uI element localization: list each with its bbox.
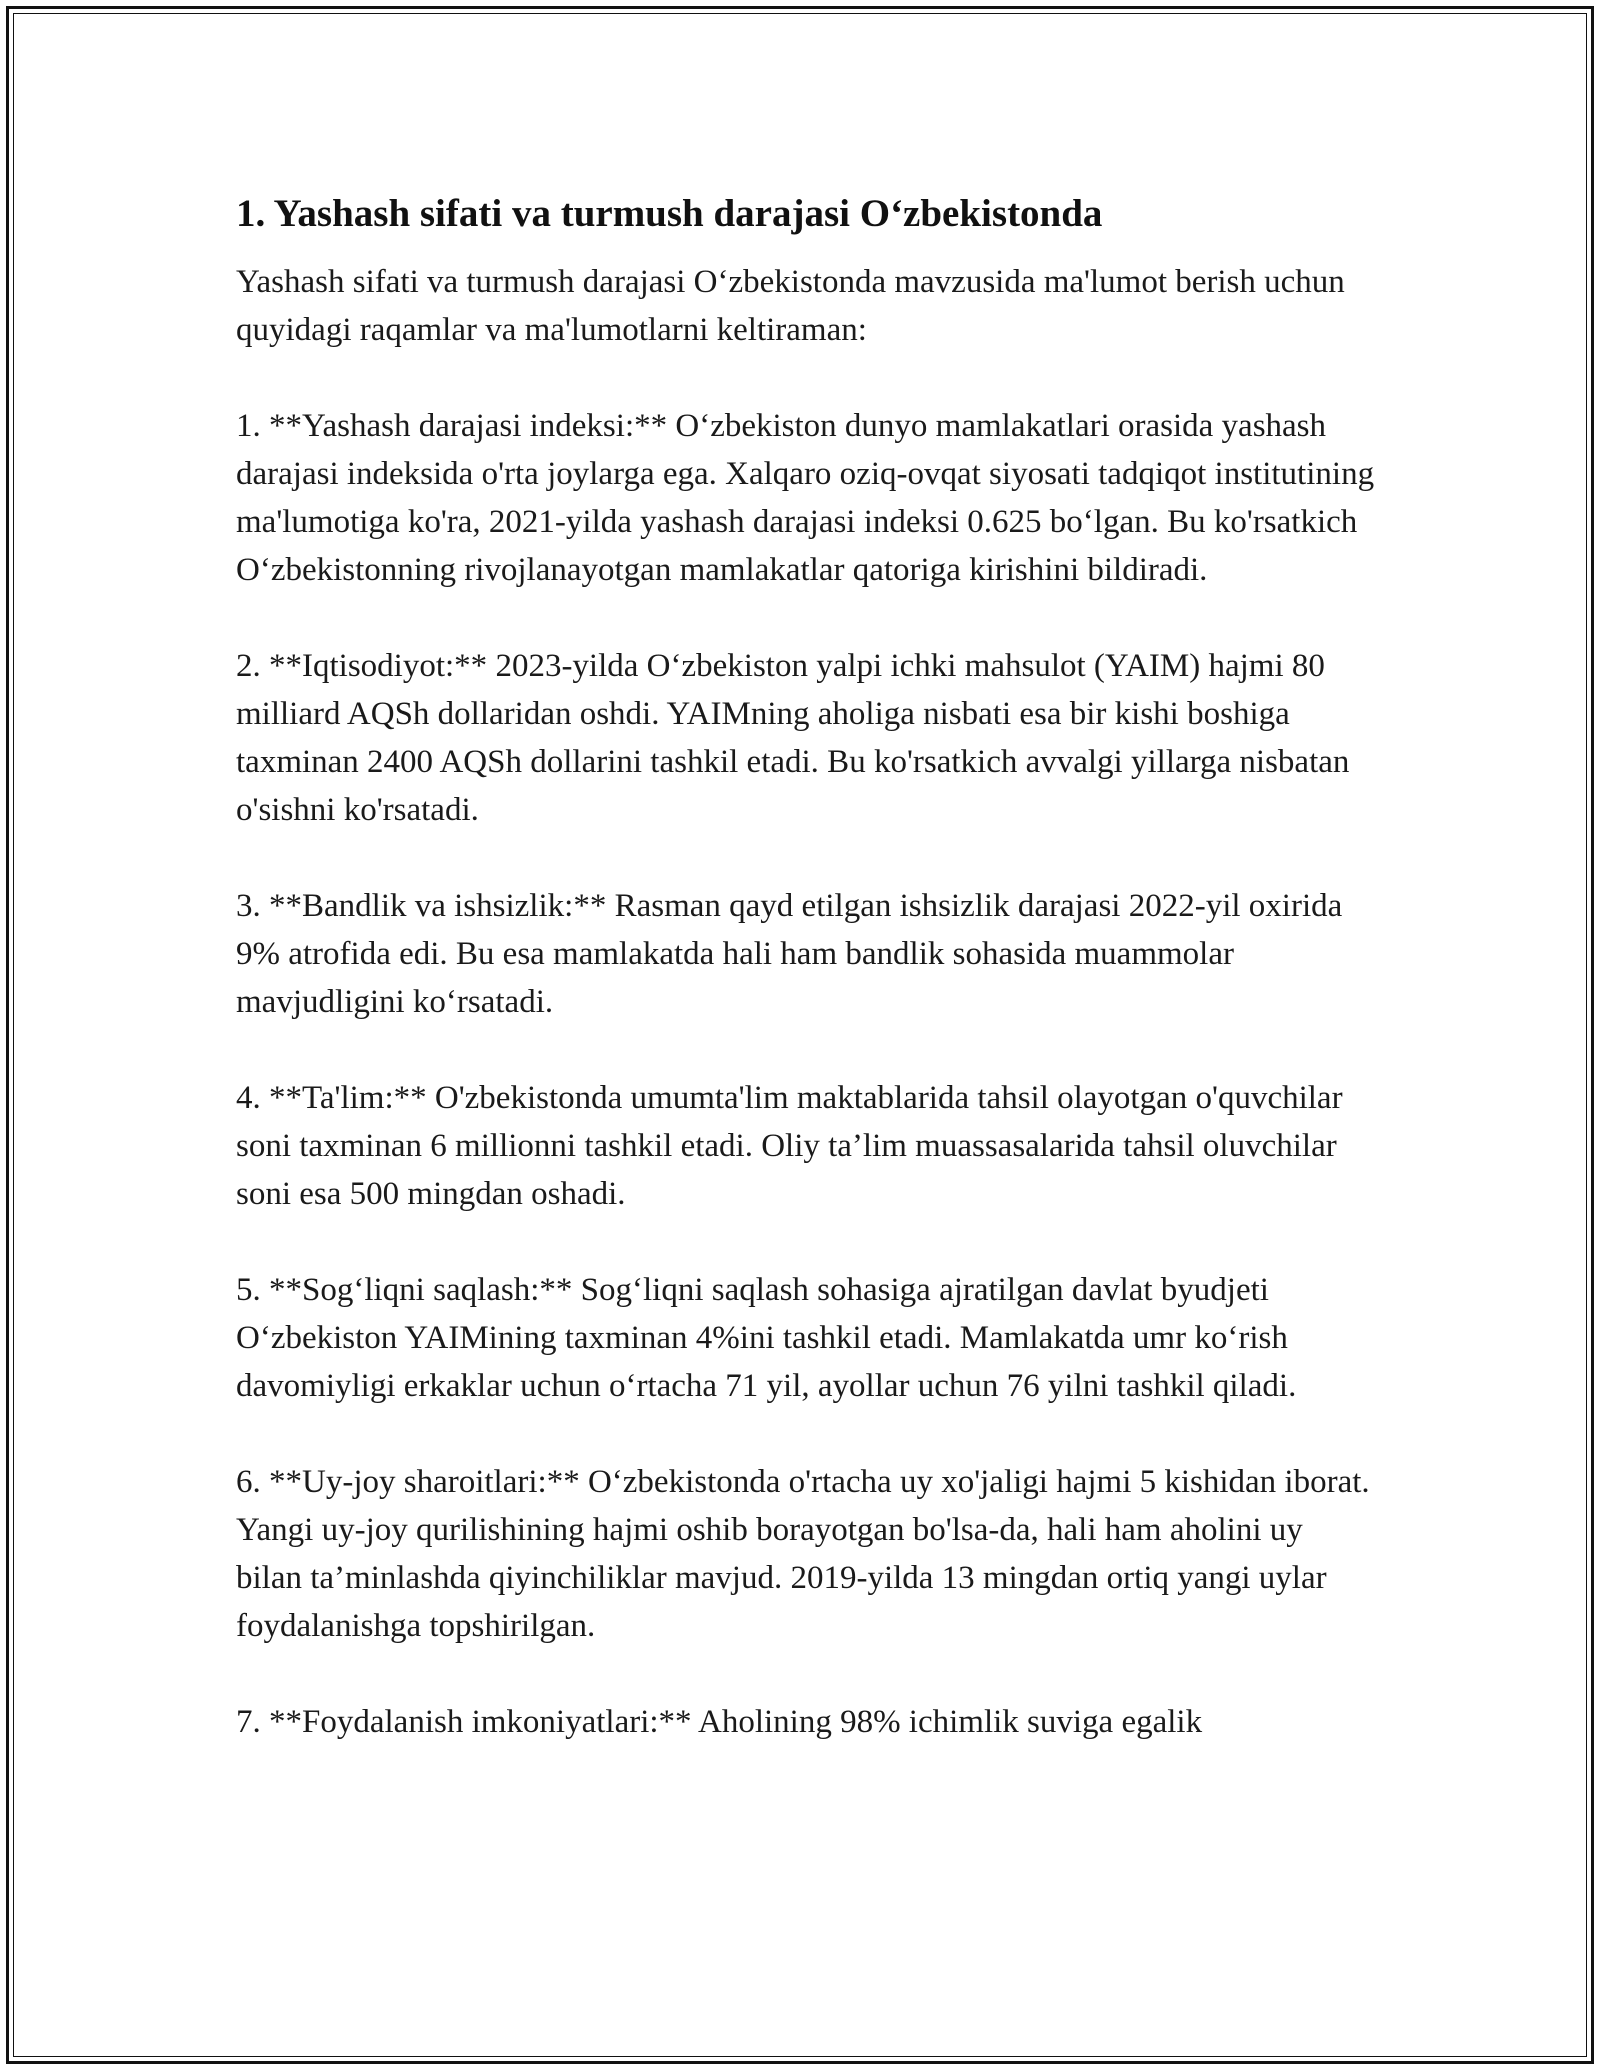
item-text: O‘zbekiston dunyo mamlakatlari orasida yashash darajasi indeksida o'rta joylarga ega. Xalqaro oziq-ovqat siyosati tadqiqot institutining ma'lumotiga ko'ra, 2021-yilda yashash darajasi indeksi 0.625 bo‘lgan. Bu ko'rsatkich O‘zbekistonning rivojlanayotgan mamlakatlar qatoriga kirishini bildiradi.: [236, 408, 1375, 588]
item-text: Aholining 98% ichimlik suviga egalik: [697, 1704, 1203, 1740]
item-label: **Ta'lim:**: [269, 1080, 427, 1116]
item-text: Rasman qayd etilgan ishsizlik darajasi 2022-yil oxirida 9% atrofida edi. Bu esa mamlakatda hali ham bandlik sohasida muammolar mavjudligini ko‘rsatadi.: [236, 888, 1343, 1020]
item-number: 7.: [236, 1704, 261, 1740]
item-number: 3.: [236, 888, 261, 924]
document-body: [236, 186, 1376, 1746]
item-number: 1.: [236, 408, 261, 444]
item-label: **Bandlik va ishsizlik:**: [269, 888, 607, 924]
item-text: Sog‘liqni saqlash sohasiga ajratilgan davlat byudjeti O‘zbekiston YAIMining taxminan 4%ini tashkil etadi. Mamlakatda umr ko‘rish davomiyligi erkaklar uchun o‘rtacha 71 yil, ayollar uchun 76 yilni tashkil qiladi.: [236, 1272, 1297, 1404]
list-item-6: [236, 1458, 1376, 1650]
item-label: **Uy-joy sharoitlari:**: [269, 1464, 580, 1500]
list-item-1: [236, 402, 1376, 594]
item-number: 4.: [236, 1080, 261, 1116]
item-label: **Yashash darajasi indeksi:**: [269, 408, 668, 444]
item-number: 5.: [236, 1272, 261, 1308]
intro-paragraph: Yashash sifati va turmush darajasi O‘zbekistonda mavzusida ma'lumot berish uchun quyidagi raqamlar va ma'lumotlarni keltiraman:: [236, 264, 1345, 348]
list-item-4: [236, 1074, 1376, 1218]
list-item-5: [236, 1266, 1376, 1410]
item-label: **Foydalanish imkoniyatlari:**: [269, 1704, 692, 1740]
item-number: 2.: [236, 648, 261, 684]
item-label: **Iqtisodiyot:**: [269, 648, 488, 684]
item-text: O‘zbekistonda o'rtacha uy xo'jaligi hajmi 5 kishidan iborat. Yangi uy-joy qurilishining hajmi oshib borayotgan bo'lsa-da, hali ham aholini uy bilan ta’minlashda qiyinchiliklar mavjud. 2019-yilda 13 mingdan ortiq yangi uylar foydalanishga topshirilgan.: [236, 1464, 1370, 1644]
list-item-7: [236, 1698, 1376, 1746]
item-number: 6.: [236, 1464, 261, 1500]
document-title: 1. Yashash sifati va turmush darajasi O‘zbekistonda: [236, 192, 1103, 235]
item-text: 2023-yilda O‘zbekiston yalpi ichki mahsulot (YAIM) hajmi 80 milliard AQSh dollaridan oshdi. YAIMning aholiga nisbati esa bir kishi boshiga taxminan 2400 AQSh dollarini tashkil etadi. Bu ko'rsatkich avvalgi yillarga nisbatan o'sishni ko'rsatadi.: [236, 648, 1350, 828]
item-label: **Sog‘liqni saqlash:**: [269, 1272, 573, 1308]
list-item-2: [236, 642, 1376, 834]
list-item-3: [236, 882, 1376, 1026]
item-text: O'zbekistonda umumta'lim maktablarida tahsil olayotgan o'quvchilar soni taxminan 6 millionni tashkil etadi. Oliy ta’lim muassasalarida tahsil oluvchilar soni esa 500 mingdan oshadi.: [236, 1080, 1343, 1212]
